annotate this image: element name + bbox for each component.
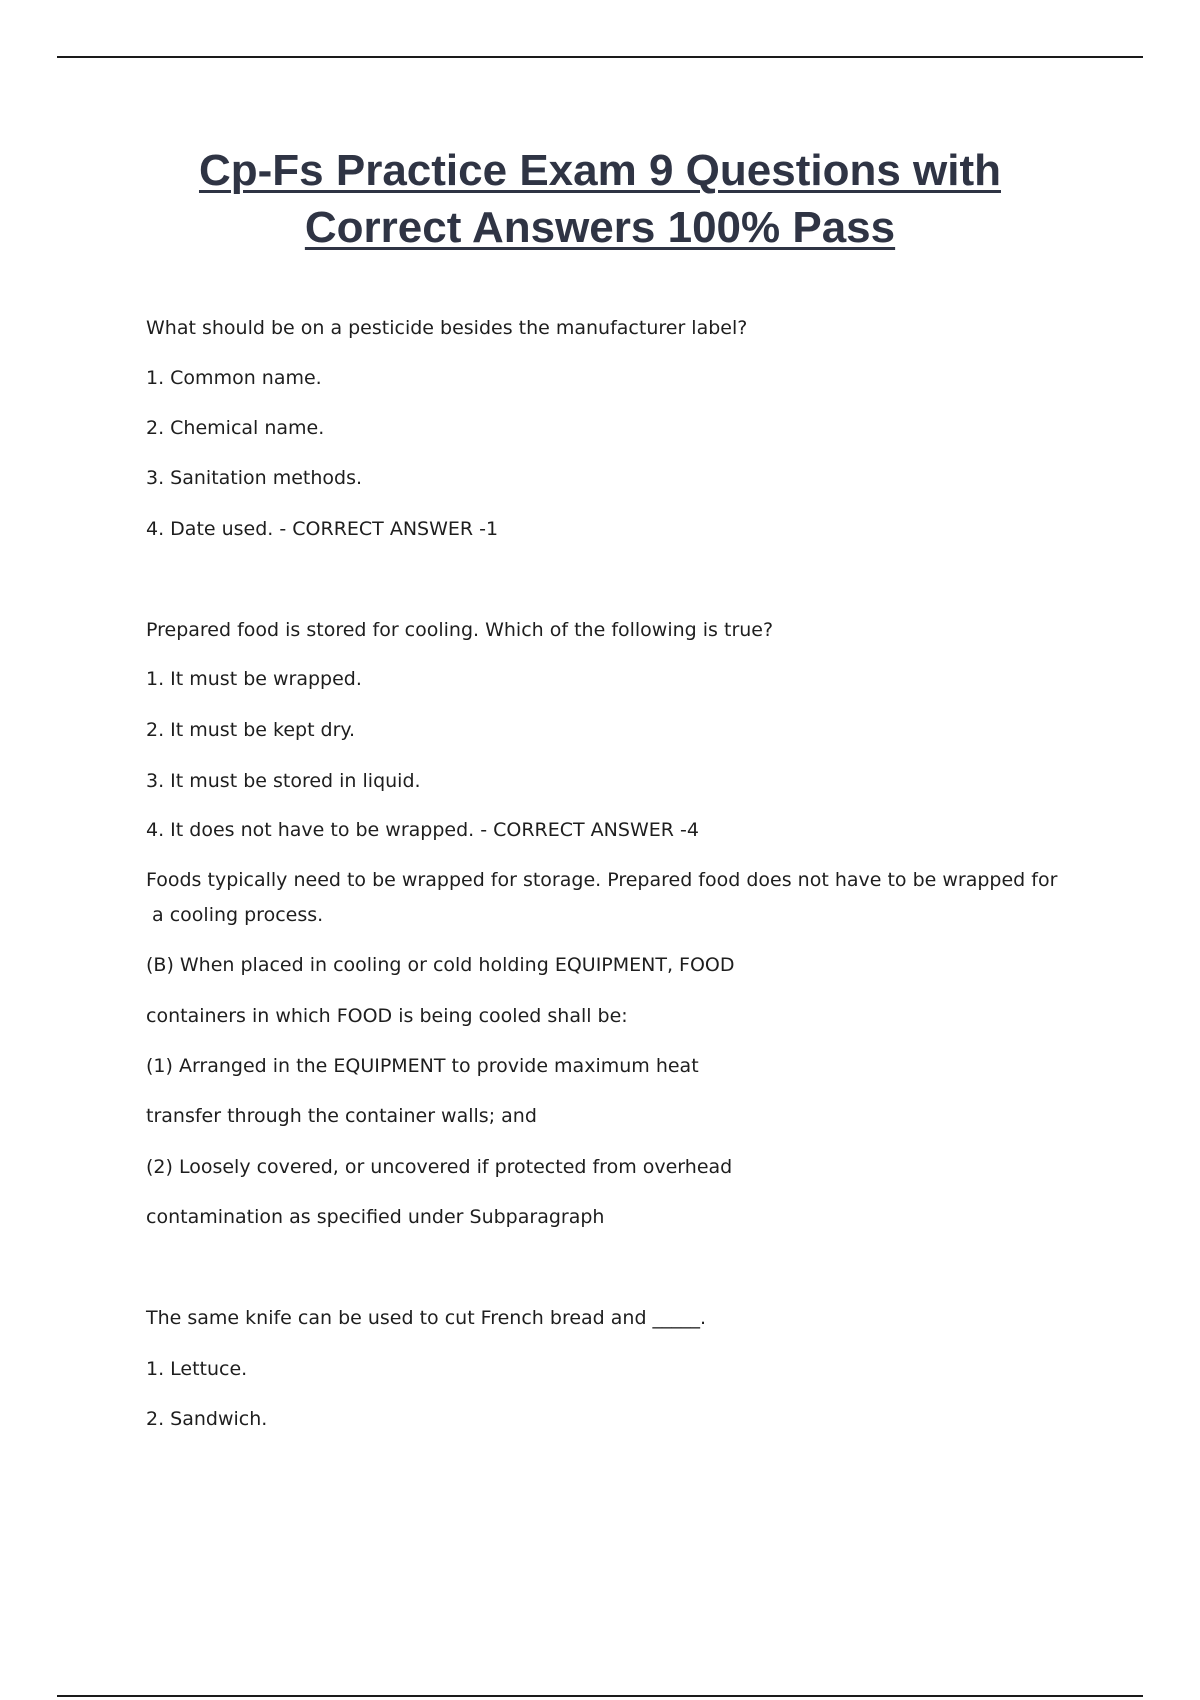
question-3-option-2: 2. Sandwich.	[146, 1408, 268, 1430]
question-1-option-1: 1. Common name.	[146, 367, 322, 389]
bottom-rule	[57, 1695, 1143, 1697]
question-1-option-3: 3. Sanitation methods.	[146, 467, 363, 489]
question-2-explanation-line-2: a cooling process.	[146, 904, 324, 926]
question-2-option-2: 2. It must be kept dry.	[146, 719, 355, 741]
page-title	[0, 142, 1200, 256]
question-3-prompt: The same knife can be used to cut French bread and _____.	[146, 1307, 707, 1329]
question-2-explanation-line-3: (B) When placed in cooling or cold holding EQUIPMENT, FOOD	[146, 954, 735, 976]
title-line-1: Cp-Fs Practice Exam 9 Questions with	[198, 146, 1001, 195]
question-1-option-2: 2. Chemical name.	[146, 417, 325, 439]
question-3-option-1: 1. Lettuce.	[146, 1358, 248, 1380]
question-2-explanation-line-8: contamination as specified under Subparagraph	[146, 1206, 605, 1228]
top-rule	[57, 56, 1143, 58]
question-1-prompt: What should be on a pesticide besides the manufacturer label?	[146, 317, 748, 339]
title-line-2: Correct Answers 100% Pass	[304, 203, 896, 252]
question-2-option-3: 3. It must be stored in liquid.	[146, 770, 421, 792]
question-1-option-4: 4. Date used. - CORRECT ANSWER -1	[146, 518, 499, 540]
question-2-option-4: 4. It does not have to be wrapped. - CORRECT ANSWER -4	[146, 819, 699, 841]
question-2-prompt: Prepared food is stored for cooling. Which of the following is true?	[146, 619, 774, 641]
question-2-explanation-line-5: (1) Arranged in the EQUIPMENT to provide maximum heat	[146, 1055, 699, 1077]
question-2-option-1: 1. It must be wrapped.	[146, 668, 362, 690]
question-2-explanation-line-6: transfer through the container walls; and	[146, 1105, 537, 1127]
question-2-explanation-line-1: Foods typically need to be wrapped for storage. Prepared food does not have to be wrapped for	[146, 869, 1058, 891]
question-2-explanation-line-4: containers in which FOOD is being cooled shall be:	[146, 1005, 628, 1027]
question-2-explanation-line-7: (2) Loosely covered, or uncovered if protected from overhead	[146, 1156, 733, 1178]
